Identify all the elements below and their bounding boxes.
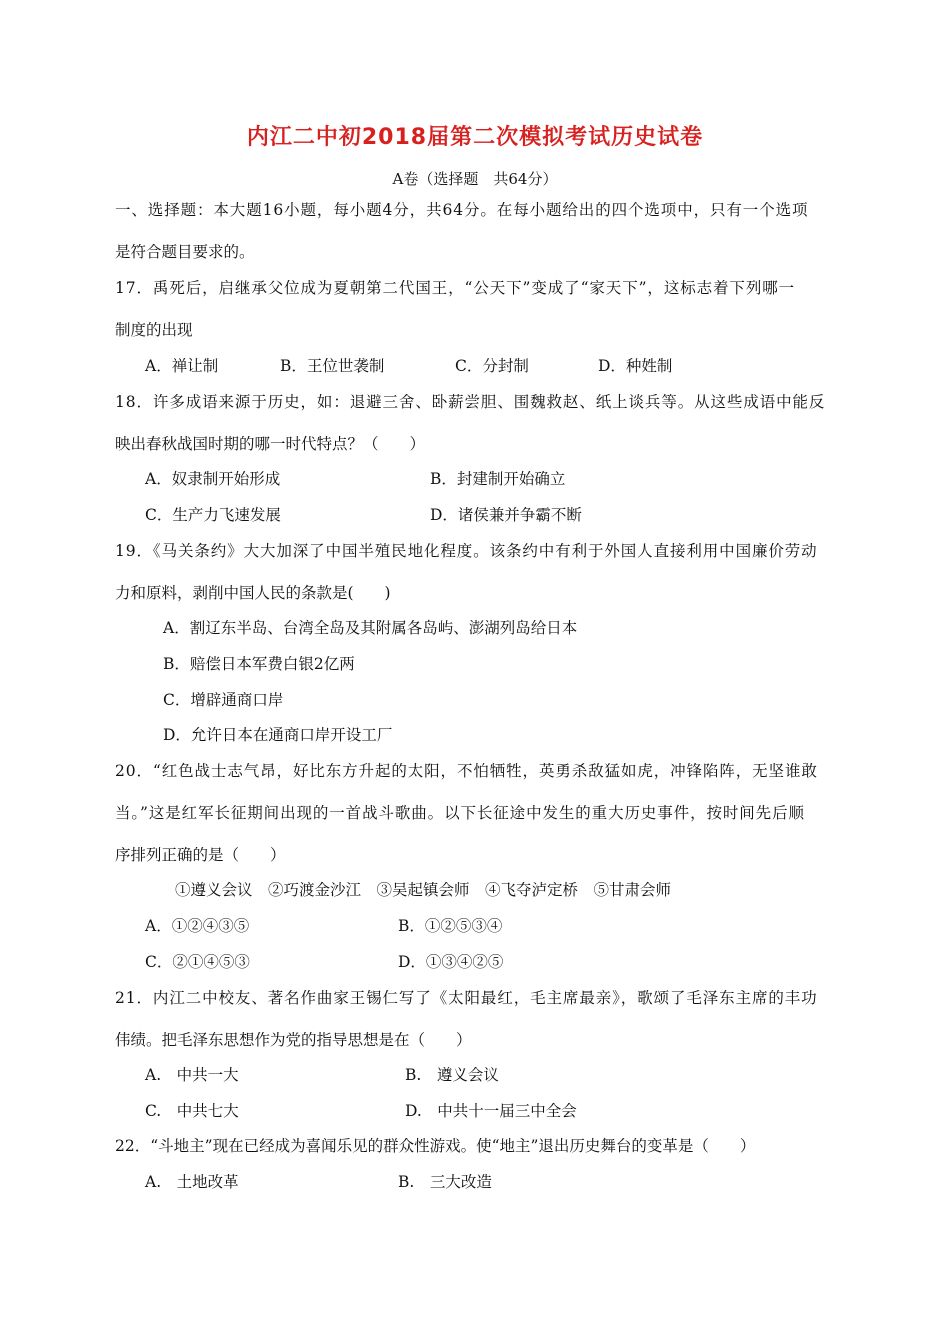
question-19-stem: 力和原料，剥削中国人民的条款是( ) <box>115 584 391 602</box>
option-b: B. 三大改造 <box>398 1173 492 1191</box>
question-20-stem: 当。”这是红军长征期间出现的一首战斗歌曲。以下长征途中发生的重大历史事件，按时间先后顺 <box>115 804 805 822</box>
option-a: A．①②④③⑤ <box>145 917 250 935</box>
question-20-stem: 序排列正确的是（ ） <box>115 846 286 864</box>
question-17-stem: 制度的出现 <box>115 321 193 339</box>
option-b: B．赔偿日本军费白银2亿两 <box>163 655 355 673</box>
option-b: B．①②⑤③④ <box>398 917 503 935</box>
option-a: A. 土地改革 <box>145 1173 239 1191</box>
option-d: D．诸侯兼并争霸不断 <box>430 506 582 524</box>
section-subtitle: A卷（选择题 共64分） <box>392 170 558 188</box>
instructions-line: 是符合题目要求的。 <box>115 243 255 261</box>
question-18-stem: 映出春秋战国时期的哪一时代特点？（ ） <box>115 435 426 453</box>
option-c: C．分封制 <box>455 357 529 375</box>
question-19-stem: 19．《马关条约》大大加深了中国半殖民地化程度。该条约中有利于外国人直接利用中国廉价劳动 <box>115 542 818 560</box>
option-c: C．增辟通商口岸 <box>163 691 284 709</box>
option-a: A．割辽东半岛、台湾全岛及其附属各岛屿、澎湖列岛给日本 <box>163 619 578 637</box>
question-22-stem: 22．“斗地主”现在已经成为喜闻乐见的群众性游戏。使“地主”退出历史舞台的变革是（ ） <box>115 1137 756 1155</box>
event-list: ①遵义会议 ②巧渡金沙江 ③吴起镇会师 ④飞夺泸定桥 ⑤甘肃会师 <box>175 881 672 899</box>
option-d: D. 中共十一届三中全会 <box>405 1102 577 1120</box>
exam-title: 内江二中初2018届第二次模拟考试历史试卷 <box>246 125 704 150</box>
option-d: D．允许日本在通商口岸开设工厂 <box>163 726 393 744</box>
option-b: B. 遵义会议 <box>405 1066 499 1084</box>
option-c: C．生产力飞速发展 <box>145 506 281 524</box>
question-17-stem: 17．禹死后，启继承父位成为夏朝第二代国王，“公天下”变成了“家天下”，这标志着下列哪一 <box>115 279 796 297</box>
option-a: A. 中共一大 <box>145 1066 239 1084</box>
option-c: C. 中共七大 <box>145 1102 239 1120</box>
question-21-stem: 伟绩。把毛泽东思想作为党的指导思想是在（ ） <box>115 1031 472 1049</box>
instructions-line: 一、选择题：本大题16小题，每小题4分，共64分。在每小题给出的四个选项中，只有一个选项 <box>115 201 809 219</box>
option-a: A．禅让制 <box>145 357 219 375</box>
question-18-stem: 18．许多成语来源于历史，如：退避三舍、卧薪尝胆、围魏救赵、纸上谈兵等。从这些成语中能反 <box>115 393 826 411</box>
question-20-stem: 20．“红色战士志气昂，好比东方升起的太阳，不怕牺牲，英勇杀敌猛如虎，冲锋陷阵，无坚谁敢 <box>115 762 818 780</box>
question-21-stem: 21．内江二中校友、著名作曲家王锡仁写了《太阳最红，毛主席最亲》，歌颂了毛泽东主席的丰功 <box>115 989 818 1007</box>
option-c: C．②①④⑤③ <box>145 953 250 971</box>
option-b: B．王位世袭制 <box>280 357 385 375</box>
option-d: D．①③④②⑤ <box>398 953 504 971</box>
option-b: B．封建制开始确立 <box>430 470 566 488</box>
option-d: D．种姓制 <box>598 357 673 375</box>
option-a: A．奴隶制开始形成 <box>145 470 281 488</box>
